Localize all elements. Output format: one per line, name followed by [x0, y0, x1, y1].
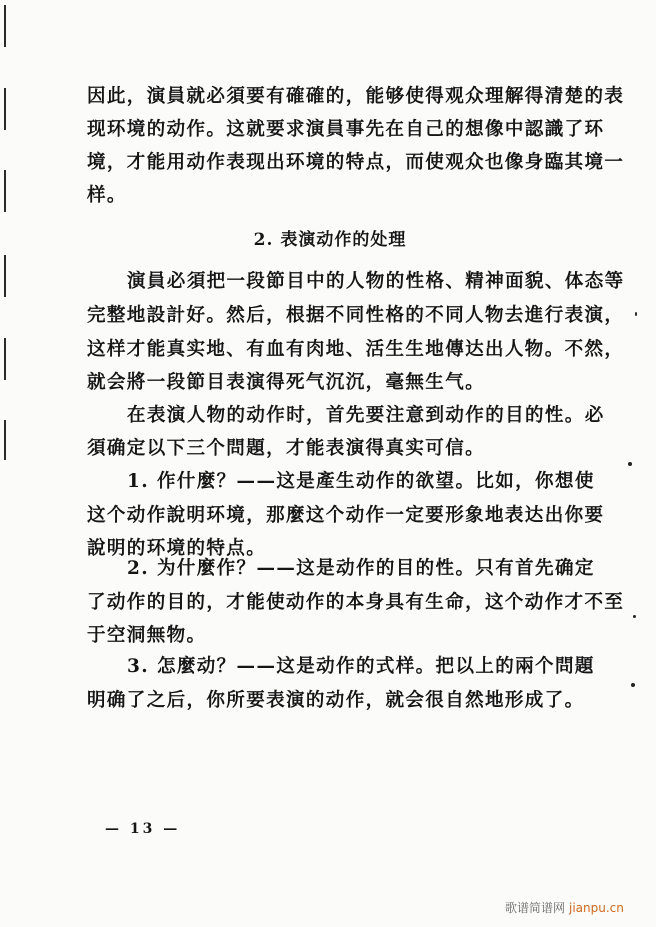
section-heading: 2. 表演动作的处理 [253, 230, 407, 250]
text-line: 演員必須把一段節目中的人物的性格、精神面貌、体态等 [127, 271, 625, 292]
binding-mark [4, 170, 6, 212]
text-line: 这样才能真实地、有血有肉地、活生生地傳达出人物。不然， [87, 339, 625, 360]
binding-mark [4, 420, 6, 460]
scan-speck [631, 683, 635, 687]
page-number: — 13 — [105, 821, 181, 837]
watermark [505, 899, 624, 916]
text-line: 1. 作什麼？——这是產生动作的欲望。比如，你想使 [127, 471, 595, 492]
binding-mark [4, 5, 6, 47]
binding-mark [4, 338, 6, 380]
watermark-site-name: 歌谱简谱网 [505, 901, 566, 915]
binding-mark [4, 255, 6, 297]
text-line: 明确了之后，你所要表演的动作，就会很自然地形成了。 [87, 690, 585, 711]
scan-speck [628, 462, 632, 466]
text-line: 现环境的动作。这就要求演員事先在自己的想像中認識了环 [87, 119, 605, 140]
binding-mark [4, 88, 6, 130]
text-line: 这个动作說明环境，那麼这个动作一定要形象地表达出你要 [87, 505, 605, 526]
text-line: 完整地設計好。然后，根据不同性格的不同人物去進行表演， [87, 305, 625, 326]
scan-speck [633, 615, 636, 618]
text-line: 在表演人物的动作时，首先要注意到动作的目的性。必 [127, 405, 605, 426]
text-line: 3. 怎麼动？——这是动作的式样。把以上的兩个問題 [127, 656, 595, 677]
scan-speck [635, 312, 637, 316]
text-line: 了动作的目的，才能使动作的本身具有生命，这个动作才不至 [87, 592, 625, 613]
text-line: 說明的环境的特点。 [87, 538, 267, 559]
text-line: 須确定以下三个問題，才能表演得真实可信。 [87, 438, 486, 459]
text-line: 2. 为什麼作？——这是动作的目的性。只有首先确定 [127, 558, 595, 579]
text-line: 就会將一段節目表演得死气沉沉，毫無生气。 [87, 372, 486, 393]
watermark-url: jianpu.cn [569, 901, 624, 915]
text-line: 于空洞無物。 [87, 625, 207, 646]
text-line: 境，才能用动作表现出环境的特点，而使观众也像身臨其境一 [87, 152, 625, 173]
text-line: 样。 [87, 185, 127, 206]
text-line: 因此，演員就必須要有確確的，能够使得观众理解得清楚的表 [87, 86, 625, 107]
